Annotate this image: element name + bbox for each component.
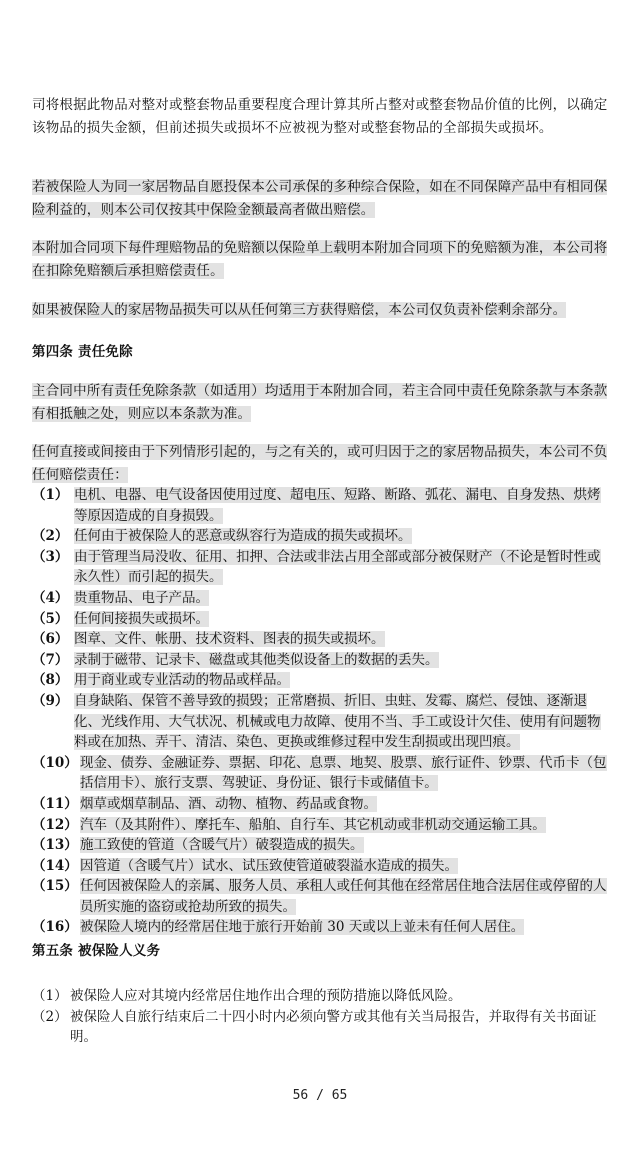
- item-text: 被保险人应对其境内经常居住地作出合理的预防措施以降低风险。: [70, 988, 462, 1004]
- item-number: （9）: [32, 692, 69, 709]
- item-number: （6）: [32, 631, 69, 648]
- exclusion-list: [32, 485, 610, 938]
- item-number: （15）: [32, 878, 78, 895]
- item-number: （1）: [32, 487, 69, 503]
- list-item: [32, 986, 610, 1007]
- paragraph-valuation: [32, 94, 610, 140]
- item-text: 烟草或烟草制品、酒、动物、植物、药品或食物。: [80, 795, 377, 812]
- item-number: （4）: [32, 589, 69, 606]
- section-heading-insured-duties: 第五条 被保险人义务: [32, 943, 161, 959]
- item-text: 现金、债券、金融证券、票据、印花、息票、地契、股票、旅行证件、钞票、代币卡（包括信用卡）、旅行支票、驾驶证、身份证、银行卡或储值卡。: [80, 754, 607, 792]
- list-item: [32, 588, 610, 609]
- list-item: [32, 1007, 610, 1048]
- item-text: 施工致使的管道（含暖气片）破裂造成的损失。: [80, 837, 364, 854]
- paragraph-text: 主合同中所有责任免除条款（如适用）均适用于本附加合同，若主合同中责任免除条款与本条款有相抵触之处，则应以本条款为准。: [32, 383, 608, 422]
- section-heading-exclusions: 第四条 责任免除: [32, 344, 133, 360]
- item-text: 自身缺陷、保管不善导致的损毁；正常磨损、折旧、虫蛀、发霉、腐烂、侵蚀、逐渐退化、光线作用、大气状况、机械或电力故障、使用不当、手工或设计欠佳、使用有问题物料或在加热、弄干、清洁、染色、更换或维修过程中发生刮损或出现凹痕。: [74, 692, 601, 751]
- paragraph-text: 任何直接或间接由于下列情形引起的，与之有关的，或可归因于之的家居物品损失，本公司不负任何赔偿责任：: [32, 444, 608, 483]
- item-text: 任何间接损失或损坏。: [74, 610, 209, 627]
- paragraph-deductible: [32, 237, 610, 283]
- list-item: [32, 917, 610, 938]
- page-number: 56 / 65: [292, 1088, 348, 1103]
- item-number: （12）: [32, 816, 78, 833]
- item-text: 录制于磁带、记录卡、磁盘或其他类似设备上的数据的丢失。: [74, 651, 439, 668]
- paragraph-text: 若被保险人为同一家居物品自愿投保本公司承保的多种综合保险，如在不同保障产品中有相同保险利益的，则本公司仅按其中保险金额最高者做出赔偿。: [32, 179, 608, 218]
- list-item: [32, 815, 610, 836]
- item-number: （7）: [32, 651, 69, 668]
- paragraph-exclusion-intro: [32, 441, 610, 487]
- paragraph-text: 本附加合同项下每件理赔物品的免赔额以保险单上载明本附加合同项下的免赔额为准，本公司将在扣除免赔额后承担赔偿责任。: [32, 240, 608, 279]
- list-item: [32, 691, 610, 753]
- item-text: 贵重物品、电子产品。: [74, 589, 209, 606]
- item-number: （13）: [32, 837, 78, 854]
- item-text: 因管道（含暖气片）试水、试压致使管道破裂溢水造成的损失。: [80, 857, 458, 874]
- item-text: 任何由于被保险人的恶意或纵容行为造成的损失或损坏。: [74, 528, 412, 545]
- item-text: 汽车（及其附件）、摩托车、船舶、自行车、其它机动或非机动交通运输工具。: [80, 816, 546, 833]
- list-item: [32, 547, 610, 588]
- list-item: [32, 856, 610, 877]
- item-number: （11）: [32, 795, 78, 812]
- paragraph-third-party: [32, 299, 610, 322]
- item-number: （5）: [32, 610, 69, 627]
- paragraph-text: 司将根据此物品对整对或整套物品重要程度合理计算其所占整对或整套物品价值的比例，以确定该物品的损失金额，但前述损失或损坏不应被视为整对或整套物品的全部损失或损坏。: [32, 97, 608, 136]
- paragraph-multiple-insurance: [32, 176, 610, 222]
- list-item: [32, 670, 610, 691]
- item-text: 由于管理当局没收、征用、扣押、合法或非法占用全部或部分被保财产（不论是暂时性或永久性）而引起的损失。: [74, 548, 601, 586]
- item-text: 被保险人自旅行结束后二十四小时内必须向警方或其他有关当局报告，并取得有关书面证明。: [70, 1008, 597, 1045]
- item-text: 图章、文件、帐册、技术资料、图表的损失或损坏。: [74, 631, 385, 648]
- list-item: [32, 629, 610, 650]
- item-number: （8）: [32, 672, 69, 689]
- item-number: （2）: [32, 528, 69, 545]
- item-text: 电机、电器、电气设备因使用过度、超电压、短路、断路、弧花、漏电、自身发热、烘烤等原因造成的自身损毁。: [74, 487, 601, 524]
- item-number: （14）: [32, 857, 78, 874]
- list-item: [32, 609, 610, 630]
- list-item: [32, 753, 610, 794]
- list-item: [32, 485, 610, 526]
- item-number: （1）: [32, 988, 68, 1004]
- paragraph-text: 如果被保险人的家居物品损失可以从任何第三方获得赔偿，本公司仅负责补偿剩余部分。: [32, 302, 567, 318]
- item-text: 被保险人境内的经常居住地于旅行开始前 30 天或以上並未有任何人居住。: [80, 919, 525, 936]
- duties-list: [32, 986, 610, 1048]
- paragraph-main-contract-exclusions: [32, 380, 610, 426]
- list-item: [32, 835, 610, 856]
- list-item: [32, 526, 610, 547]
- item-number: （2）: [32, 1008, 68, 1025]
- list-item: [32, 650, 610, 671]
- item-number: （16）: [32, 919, 78, 936]
- item-text: 用于商业或专业活动的物品或样品。: [74, 672, 290, 689]
- item-number: （3）: [32, 548, 69, 565]
- list-item: [32, 876, 610, 917]
- item-number: （10）: [32, 754, 78, 771]
- list-item: [32, 794, 610, 815]
- item-text: 任何因被保险人的亲属、服务人员、承租人或任何其他在经常居住地合法居住或停留的人员所实施的盗窃或抢劫所致的损失。: [80, 878, 607, 915]
